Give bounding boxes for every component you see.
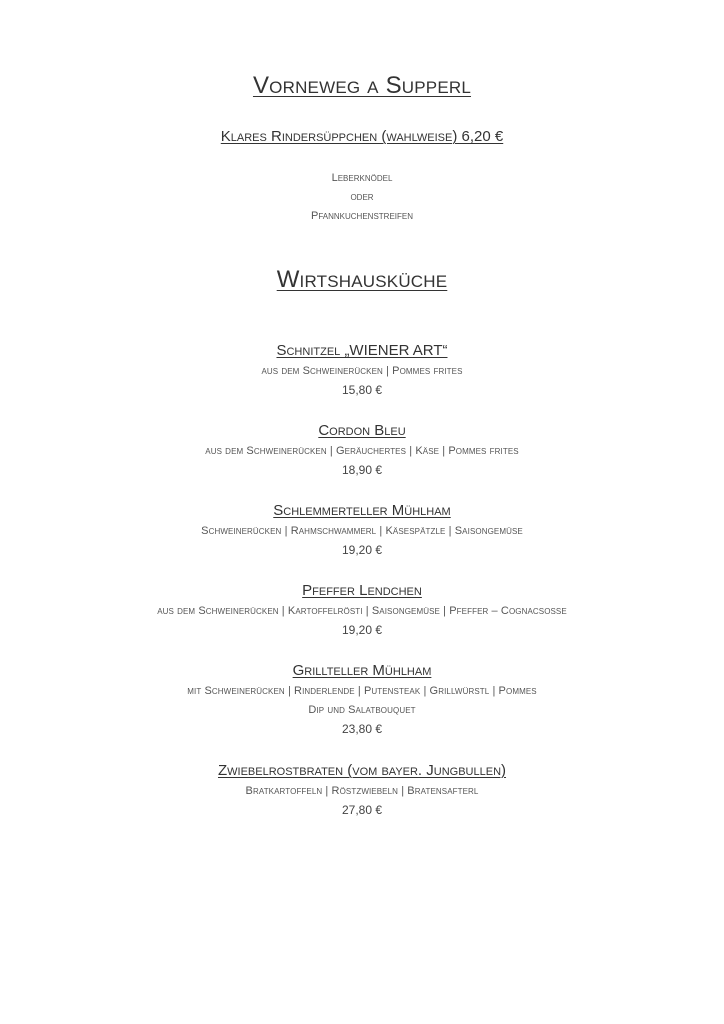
dish-price-grillteller: 23,80 €	[341, 722, 383, 736]
dish-title-zwiebelrostbraten: Zwiebelrostbraten (vom bayer. Jungbullen)	[217, 762, 507, 779]
soup-option-2: oder	[350, 191, 374, 203]
section-title-wirtshauskueche: Wirtshausküche	[276, 266, 448, 293]
dish-price-cordon-bleu: 18,90 €	[341, 463, 383, 477]
soup-option-3: Pfannkuchenstreifen	[310, 210, 413, 222]
dish-price-zwiebelrostbraten: 27,80 €	[341, 803, 383, 817]
dish-price-pfeffer-lendchen: 19,20 €	[341, 623, 383, 637]
dish-desc-grillteller-line1: mit Schweinerücken | Rinderlende | Putensteak | Grillwürstl | Pommes	[187, 685, 537, 697]
soup-option-1: Leberknödel	[331, 172, 393, 184]
dish-title-cordon-bleu: Cordon Bleu	[318, 422, 406, 439]
dish-desc-grillteller-line2: Dip und Salatbouquet	[308, 704, 416, 716]
dish-price-schnitzel: 15,80 €	[341, 383, 383, 397]
dish-title-rindersueppchen: Klares Rindersüppchen (wahlweise) 6,20 €	[220, 128, 504, 145]
dish-desc-pfeffer-lendchen: aus dem Schweinerücken | Kartoffelrösti | Saisongemüse | Pfeffer – Cognacsoße	[157, 605, 567, 617]
dish-desc-schnitzel: aus dem Schweinerücken | Pommes frites	[261, 365, 463, 377]
dish-title-pfeffer-lendchen: Pfeffer Lendchen	[302, 582, 422, 599]
section-title-supperl: Vorneweg a Supperl	[252, 72, 472, 99]
dish-desc-zwiebelrostbraten: Bratkartoffeln | Röstzwiebeln | Bratensafterl	[245, 785, 479, 797]
dish-desc-schlemmerteller: Schweinerücken | Rahmschwammerl | Käsespätzle | Saisongemüse	[201, 525, 523, 537]
dish-title-grillteller: Grillteller Mühlham	[292, 662, 432, 679]
dish-price-schlemmerteller: 19,20 €	[341, 543, 383, 557]
dish-title-schlemmerteller: Schlemmerteller Mühlham	[273, 502, 451, 519]
dish-title-schnitzel: Schnitzel „WIENER ART“	[276, 342, 448, 359]
dish-desc-cordon-bleu: aus dem Schweinerücken | Geräuchertes | Käse | Pommes frites	[205, 445, 519, 457]
